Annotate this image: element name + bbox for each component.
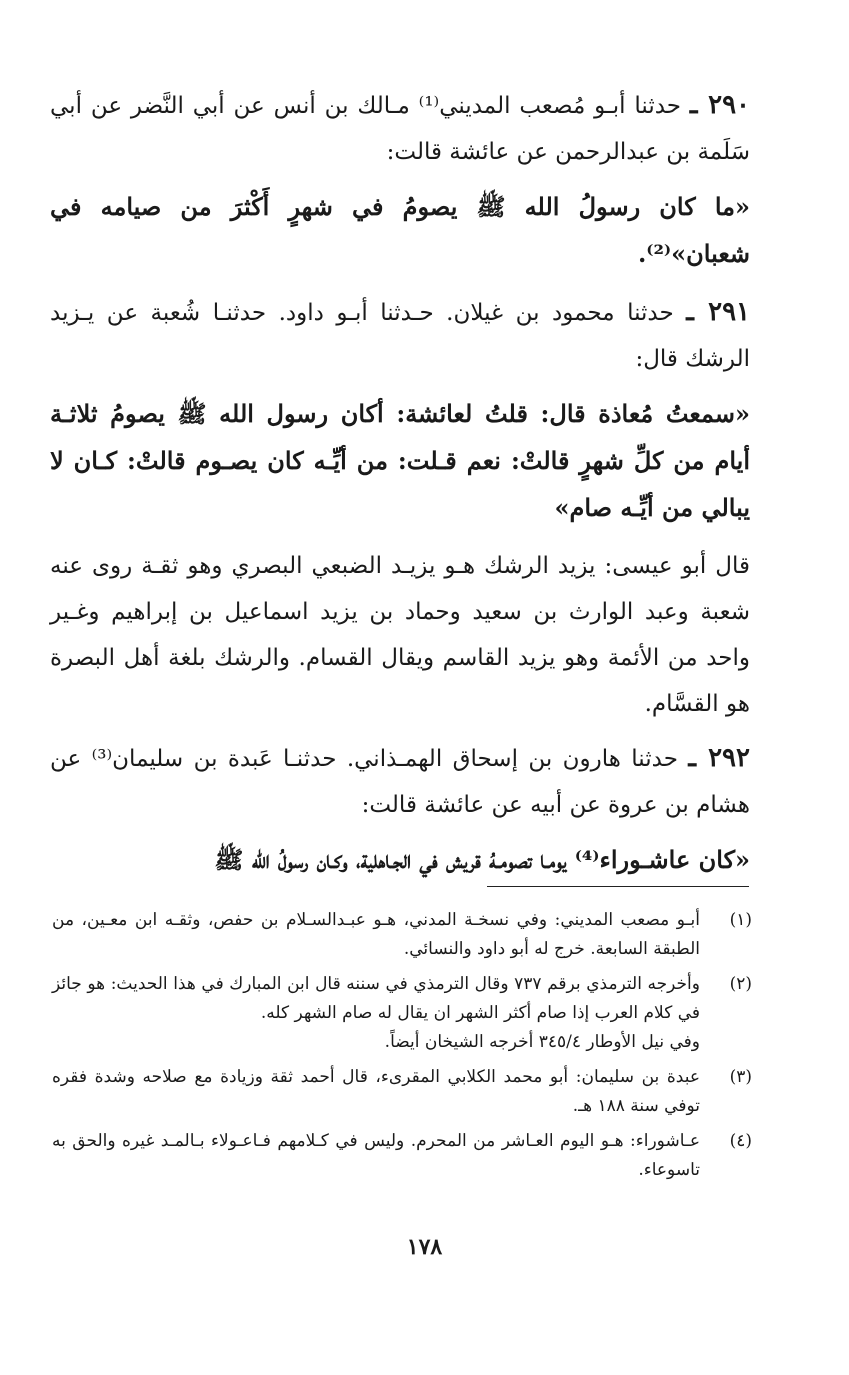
footnote-line: وأخرجه الترمذي برقم ٧٣٧ وقال الترمذي في سننه قال ابن المبارك في هذا الحديث: هو جائز في كلام العرب إذا صام أكثر الشهر ان يقال له صام الشهر كله.	[52, 974, 700, 1023]
hadith-number: ٢٩٠ ـ	[689, 90, 751, 120]
isnad-text: حدثنا هارون بن إسحاق الهمـذاني. حدثنـا عَبدة بن سليمان⁽³⁾ عن هشام بن عروة عن أبيه عن عائشة قالت:	[50, 746, 750, 818]
main-text	[50, 82, 750, 895]
isnad-text: حدثنا أبـو مُصعب المديني⁽¹⁾ مـالك بن أنس عن أبي النَّضر عن أبي سَلَمة بن عبدالرحمن عن عائشة قالت:	[50, 93, 750, 165]
footnote-number: (٢)	[729, 974, 752, 994]
footnote-text	[52, 970, 700, 1057]
hadith-292-matn: «كان عاشـوراء⁽⁴⁾ يومـا تصومـهُ قريش في الجـاهلية، وكـان رسولُ الله ﷺ	[214, 845, 750, 874]
footnote-number: (٤)	[729, 1131, 752, 1151]
footnote	[52, 906, 752, 964]
hadith-291-matn: «سمعتُ مُعاذة قال: قلتُ لعائشة: أكان رسول الله ﷺ يصومُ ثلاثـة أيام من كلِّ شهرٍ قالتْ: نعم قـلت: من أيِّـه كان يصـوم قالتْ: كـان لا يبالي من أيِّـه صام»	[50, 399, 750, 522]
abu-isa-commentary: قال أبو عيسى: يزيد الرشك هـو يزيـد الضبعي البصري وهو ثقـة روى عنه شعبة وعبد الوارث بن سعيد وحماد بن يزيد اسماعيل بن إبراهيم وغـير واحد من الأئمة وهو يزيد القاسم ويقال القسام. والرشك بلغة أهل البصرة هو القسَّام.	[50, 553, 750, 717]
footnote-number: (١)	[729, 910, 752, 930]
footnote	[52, 970, 752, 1057]
footnote-text	[52, 1063, 700, 1121]
footnote	[52, 1063, 752, 1121]
hadith-292-isnad	[50, 735, 750, 828]
footnote	[52, 1127, 752, 1185]
footnote-number: (٣)	[729, 1067, 752, 1087]
footnote-line: عـاشوراء: هـو اليوم العـاشر من المحرم. وليس في كـلامهم فـاعـولاء بـالمـد غيره والحق به تاسوعاء.	[52, 1131, 700, 1180]
page-number: ١٧٨	[406, 1234, 443, 1260]
hadith-291-isnad	[50, 289, 750, 382]
hadith-number: ٢٩١ ـ	[686, 297, 751, 327]
footnote-separator	[487, 886, 749, 887]
footnote-line: أبـو مصعب المديني: وفي نسخـة المدني، هـو عبـدالسـلام بن حفص، وثقـه ابن معـين، من الطبقة السابعة. خرج له أبو داود والنسائي.	[52, 910, 700, 959]
hadith-290-isnad	[50, 82, 750, 175]
footnote-line: وفي نيل الأوطار ٣٤٥/٤ أخرجه الشيخان أيضاً.	[384, 1032, 700, 1052]
footnote-text	[52, 1127, 700, 1185]
hadith-290-matn: «ما كان رسولُ الله ﷺ يصومُ في شهرٍ أَكْثرَ من صيامه في شعبان»⁽²⁾.	[50, 192, 750, 268]
footnote-text	[52, 906, 700, 964]
footnotes	[52, 906, 752, 1191]
isnad-text: حدثنا محمود بن غيلان. حـدثنا أبـو داود. حدثنـا شُعبة عن يـزيد الرشك قال:	[50, 300, 750, 372]
hadith-number: ٢٩٢ ـ	[688, 743, 750, 773]
footnote-line: عبدة بن سليمان: أبو محمد الكلابي المقرىء، قال أحمد ثقة وزيادة مع صلاحه وشدة فقره توفي سنة ١٨٨ هـ.	[52, 1067, 700, 1116]
